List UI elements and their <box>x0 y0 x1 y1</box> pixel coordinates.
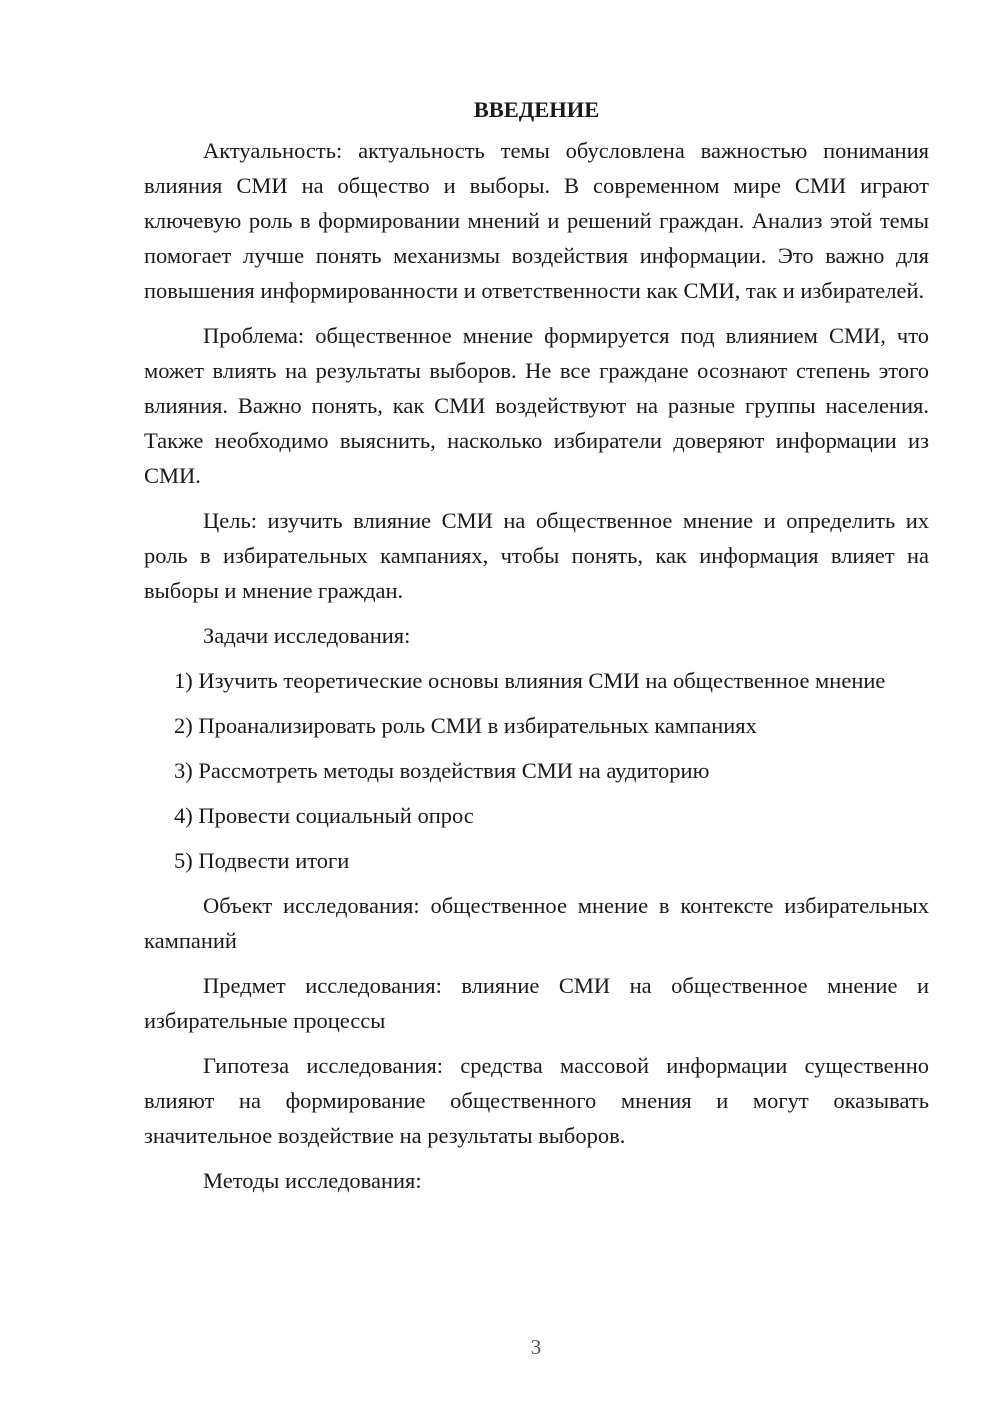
list-item: 2) Проанализировать роль СМИ в избирательных кампаниях <box>174 713 757 738</box>
subject-paragraph: Предмет исследования: влияние СМИ на общественное мнение и избирательные процессы <box>144 973 929 1033</box>
list-item: 5) Подвести итоги <box>174 848 350 873</box>
problem-paragraph: Проблема: общественное мнение формируется под влиянием СМИ, что может влиять на результаты выборов. Не все граждане осознают степень этого влияния. Важно понять, как СМИ воздействуют на разные группы населения. Также необходимо выяснить, насколько избиратели доверяют информации из СМИ. <box>144 323 929 488</box>
hypothesis-paragraph: Гипотеза исследования: средства массовой информации существенно влияют на формирование общественного мнения и могут оказывать значительное воздействие на результаты выборов. <box>144 1053 929 1148</box>
tasks-label: Задачи исследования: <box>203 623 411 648</box>
methods-label: Методы исследования: <box>203 1168 422 1193</box>
object-paragraph: Объект исследования: общественное мнение в контексте избирательных кампаний <box>144 893 929 953</box>
page-title: ВВЕДЕНИЕ <box>473 97 600 122</box>
page-number: 3 <box>530 1335 542 1359</box>
list-item: 1) Изучить теоретические основы влияния СМИ на общественное мнение <box>174 668 886 693</box>
relevance-paragraph: Актуальность: актуальность темы обусловлена важностью понимания влияния СМИ на общество и выборы. В современном мире СМИ играют ключевую роль в формировании мнений и решений граждан. Анализ этой темы помогает лучше понять механизмы воздействия информации. Это важно для повышения информированности и ответственности как СМИ, так и избирателей. <box>144 138 929 303</box>
tasks-list <box>144 663 929 878</box>
document-body <box>144 92 929 1208</box>
list-item: 4) Провести социальный опрос <box>174 803 474 828</box>
goal-paragraph: Цель: изучить влияние СМИ на общественное мнение и определить их роль в избирательных кампаниях, чтобы понять, как информация влияет на выборы и мнение граждан. <box>144 508 929 603</box>
list-item: 3) Рассмотреть методы воздействия СМИ на аудиторию <box>174 758 710 783</box>
